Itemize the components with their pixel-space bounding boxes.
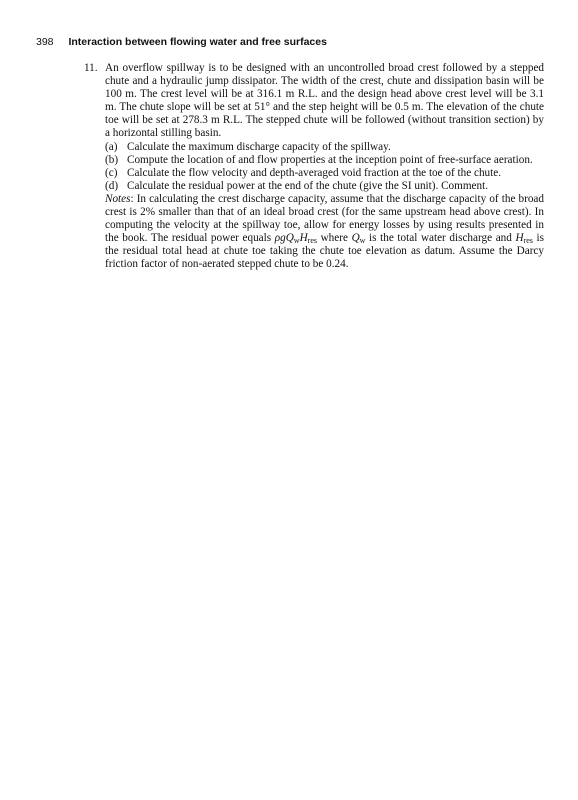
exercise-parts bbox=[105, 141, 544, 193]
exercise-number: 11. bbox=[84, 62, 98, 74]
exercise-part-d: (d) Calculate the residual power at the end of the chute (give the SI unit). Comment. bbox=[105, 179, 488, 192]
exercise-statement: An overflow spillway is to be designed with an uncontrolled broad crest followed by a stepped chute and a hydraulic jump dissipator. The width of the crest, chute and dissipation basin will be 100 m. The crest level will be at 316.1 m R.L. and the design head above crest level will be 3.1 m. The chute slope will be set at 51° and the step height will be 0.5 m. The elevation of the chute toe will be set at 278.3 m R.L. The stepped chute will be followed (without transition section) by a horizontal stilling basin. bbox=[105, 62, 544, 140]
notes-label: Notes bbox=[105, 192, 131, 205]
page-header bbox=[36, 36, 327, 48]
page-number: 398 bbox=[36, 36, 54, 48]
running-title: Interaction between flowing water and free surfaces bbox=[68, 36, 327, 48]
exercise-part-b: (b) Compute the location of and flow properties at the inception point of free-surface aeration. bbox=[105, 153, 533, 166]
exercise-part-c: (c) Calculate the flow velocity and depth-averaged void fraction at the toe of the chute. bbox=[105, 166, 502, 179]
exercise-11 bbox=[84, 62, 544, 272]
exercise-part-a: (a) Calculate the maximum discharge capacity of the spillway. bbox=[105, 140, 391, 153]
exercise-notes: Notes: In calculating the crest discharge capacity, assume that the discharge capacity of the broad crest is 2% smaller than that of an ideal broad crest (for the same upstream head above crest). In computing the velocity at the spillway toe, allow for energy losses by using results presented in the book. The residual power equals $\rho gQ_wH_{res}$ where $Q_w$ is the total water discharge and $H_{res}$ is the residual total head at chute toe taking the chute toe elevation as datum. Assume the Darcy friction factor of non-aerated stepped chute to be 0.24. bbox=[105, 192, 544, 271]
